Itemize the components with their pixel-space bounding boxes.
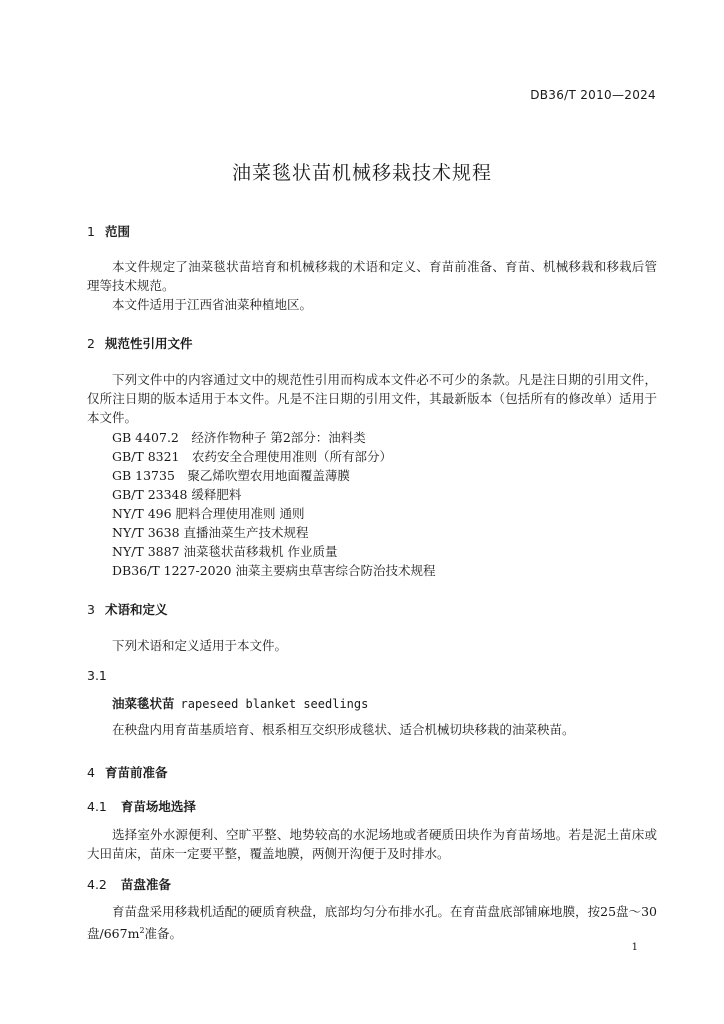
standard-code: DB36/T 2010—2024 (530, 88, 656, 102)
document-title: 油菜毯状苗机械移栽技术规程 (231, 162, 492, 184)
reference-item: NY/T 496 肥料合理使用准则 通则 (112, 506, 305, 521)
subsection-title: 育苗场地选择 (120, 799, 196, 814)
section-title: 规范性引用文件 (104, 336, 193, 351)
section-4-heading (87, 763, 167, 781)
term-number: 3.1 (87, 668, 107, 683)
reference-item: DB36/T 1227-2020 油菜主要病虫草害综合防治技术规程 (112, 563, 436, 578)
superscript: 2 (139, 926, 145, 935)
reference-item: GB 4407.2 经济作物种子 第2部分：油料类 (112, 430, 366, 445)
section-number: 1 (87, 224, 95, 239)
reference-item: NY/T 3887 油菜毯状苗移栽机 作业质量 (112, 544, 338, 559)
section-1-paragraph-2: 本文件适用于江西省油菜种植地区。 (112, 297, 313, 312)
section-2-heading (87, 334, 192, 352)
section-1-heading (87, 222, 130, 240)
section-2-paragraph: 下列文件中的内容通过文中的规范性引用而构成本文件必不可少的条款。凡是注日期的引用文件，仅所注日期的版本适用于本文件。凡是不注日期的引用文件，其最新版本（包括所有的修改单）适用于本文件。 (87, 372, 657, 425)
section-title: 范围 (104, 224, 130, 239)
section-3-paragraph: 下列术语和定义适用于本文件。 (112, 638, 288, 653)
term-chinese: 油菜毯状苗 (112, 696, 175, 711)
page-number: 1 (631, 942, 638, 953)
section-3-heading (87, 600, 167, 618)
subsection-4-1-paragraph: 选择室外水源便利、空旷平整、地势较高的水泥场地或者硬质田块作为育苗场地。若是泥土苗床或大田苗床，苗床一定要平整，覆盖地膜，两侧开沟便于及时排水。 (87, 827, 657, 861)
subsection-number: 4.2 (87, 877, 107, 892)
subsection-4-1-heading (87, 797, 196, 815)
section-title: 术语和定义 (104, 602, 168, 617)
section-number: 3 (87, 602, 95, 617)
section-number: 2 (87, 336, 95, 351)
reference-item: NY/T 3638 直播油菜生产技术规程 (112, 525, 309, 540)
paragraph-text: 准备。 (144, 926, 183, 942)
subsection-4-2-paragraph (87, 902, 657, 943)
subsection-4-2-heading (87, 875, 171, 893)
paragraph-text: 育苗盘采用移栽机适配的硬质育秧盘，底部均匀分布排水孔。在育苗盘底部铺麻地膜，按25盘～30盘/667m (87, 904, 657, 942)
section-number: 4 (87, 765, 95, 780)
subsection-number: 4.1 (87, 799, 107, 814)
reference-item: GB/T 8321 农药安全合理使用准则（所有部分） (112, 449, 393, 464)
term-english: rapeseed blanket seedlings (180, 697, 369, 711)
term-definition: 在秧盘内用育苗基质培育、根系相互交织形成毯状、适合机械切块移栽的油菜秧苗。 (112, 722, 575, 737)
term-entry (112, 694, 368, 712)
section-title: 育苗前准备 (104, 765, 168, 780)
reference-item: GB/T 23348 缓释肥料 (112, 487, 242, 502)
reference-item: GB 13735 聚乙烯吹塑农用地面覆盖薄膜 (112, 468, 350, 483)
subsection-title: 苗盘准备 (120, 877, 171, 892)
section-1-paragraph-1: 本文件规定了油菜毯状苗培育和机械移栽的术语和定义、育苗前准备、育苗、机械移栽和移栽后管理等技术规范。 (87, 259, 657, 293)
